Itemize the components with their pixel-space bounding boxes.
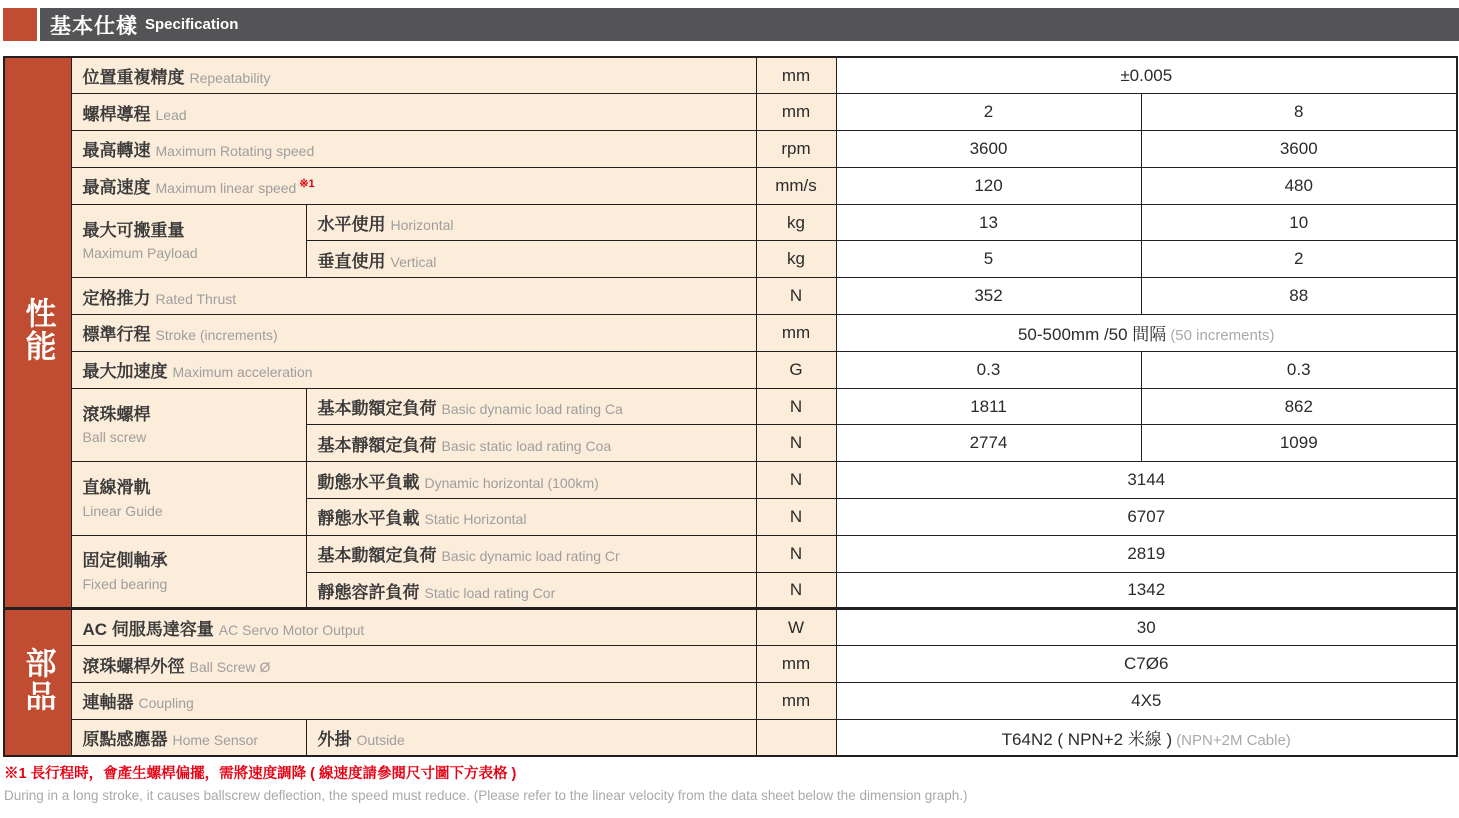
table-row xyxy=(4,167,1457,204)
row-ball-screw-static-label: 基本靜額定負荷 Basic static load rating Coa xyxy=(306,425,756,462)
table-row xyxy=(4,683,1457,720)
row-repeatability-label: 位置重複精度 Repeatability xyxy=(71,57,756,94)
row-ball-screw-static-value-1: 2774 xyxy=(836,425,1141,462)
row-max-linear-label: 最高速度 Maximum linear speed $^{※1}$ xyxy=(71,167,756,204)
row-max-rotating-label: 最高轉速 Maximum Rotating speed xyxy=(71,131,756,168)
row-max-rotating-value-2: 3600 xyxy=(1141,131,1457,168)
table-row xyxy=(4,278,1457,315)
row-max-accel-value-2: 0.3 xyxy=(1141,351,1457,388)
row-lead-label: 螺桿導程 Lead xyxy=(71,94,756,131)
section-parts-label: 部品 xyxy=(20,647,56,714)
row-ball-screw-dynamic-label: 基本動額定負荷 Basic dynamic load rating Ca xyxy=(306,388,756,425)
row-fixed-bearing-static-value: 1342 xyxy=(836,572,1457,609)
row-rated-thrust-label: 定格推力 Rated Thrust xyxy=(71,278,756,315)
row-max-accel-unit: G xyxy=(756,351,836,388)
section-parts xyxy=(4,609,71,756)
table-row xyxy=(4,94,1457,131)
spec-table-container xyxy=(3,56,1458,757)
row-screw-diameter-unit: mm xyxy=(756,646,836,683)
row-repeatability-value: ±0.005 xyxy=(836,57,1457,94)
table-row xyxy=(4,719,1457,756)
row-home-sensor-unit xyxy=(756,719,836,756)
row-payload-horizontal-label: 水平使用 Horizontal xyxy=(306,204,756,241)
table-row xyxy=(4,204,1457,241)
header-bar xyxy=(40,8,1459,41)
row-fixed-bearing-dynamic-label: 基本動額定負荷 Basic dynamic load rating Cr xyxy=(306,535,756,572)
footnote-zh: ※1 長行程時，會產生螺桿偏擺，需將速度調降 ( 線速度請參閱尺寸圖下方表格 ) xyxy=(4,766,517,782)
row-ball-screw-dynamic-value-1: 1811 xyxy=(836,388,1141,425)
table-row xyxy=(4,535,1457,572)
table-row xyxy=(4,57,1457,94)
row-fixed-bearing-label: 固定側軸承 Fixed bearing xyxy=(71,535,306,609)
row-payload-vertical-value-2: 2 xyxy=(1141,241,1457,278)
row-fixed-bearing-dynamic-unit: N xyxy=(756,535,836,572)
row-fixed-bearing-static-unit: N xyxy=(756,572,836,609)
row-max-linear-value-2: 480 xyxy=(1141,167,1457,204)
row-stroke-unit: mm xyxy=(756,315,836,352)
row-coupling-label: 連軸器 Coupling xyxy=(71,683,756,720)
row-ball-screw-dynamic-unit: N xyxy=(756,388,836,425)
row-ball-screw-static-unit: N xyxy=(756,425,836,462)
page-title-zh: 基本仕樣 xyxy=(50,14,138,38)
row-rated-thrust-value-1: 352 xyxy=(836,278,1141,315)
row-lead-value-2: 8 xyxy=(1141,94,1457,131)
row-fixed-bearing-dynamic-value: 2819 xyxy=(836,535,1457,572)
row-ball-screw-dynamic-value-2: 862 xyxy=(1141,388,1457,425)
row-ball-screw-label: 滾珠螺桿 Ball screw xyxy=(71,388,306,462)
spec-table xyxy=(3,56,1458,757)
table-row xyxy=(4,315,1457,352)
row-payload-horizontal-value-1: 13 xyxy=(836,204,1141,241)
row-linear-guide-dynamic-unit: N xyxy=(756,462,836,499)
row-stroke-value: 50-500mm /50 間隔 (50 increments) xyxy=(836,315,1457,352)
row-home-sensor-sublabel: 外掛 Outside xyxy=(306,719,756,756)
row-linear-guide-static-value: 6707 xyxy=(836,499,1457,536)
table-row xyxy=(4,351,1457,388)
row-linear-guide-static-unit: N xyxy=(756,499,836,536)
page-title-en: Specification xyxy=(145,16,239,33)
row-payload-horizontal-unit: kg xyxy=(756,204,836,241)
row-lead-unit: mm xyxy=(756,94,836,131)
table-row xyxy=(4,462,1457,499)
row-rated-thrust-unit: N xyxy=(756,278,836,315)
row-home-sensor-label: 原點感應器 Home Sensor xyxy=(71,719,306,756)
row-coupling-value: 4X5 xyxy=(836,683,1457,720)
row-servo-output-unit: W xyxy=(756,609,836,646)
row-linear-guide-dynamic-label: 動態水平負載 Dynamic horizontal (100km) xyxy=(306,462,756,499)
row-max-accel-label: 最大加速度 Maximum acceleration xyxy=(71,351,756,388)
row-payload-label: 最大可搬重量 Maximum Payload xyxy=(71,204,306,278)
footnote-reference: ※1 xyxy=(299,177,315,190)
row-max-linear-unit: mm/s xyxy=(756,167,836,204)
row-payload-vertical-unit: kg xyxy=(756,241,836,278)
row-linear-guide-static-label: 靜態水平負載 Static Horizontal xyxy=(306,499,756,536)
row-home-sensor-value: T64N2 ( NPN+2 米線 ) (NPN+2M Cable) xyxy=(836,719,1457,756)
row-max-linear-value-1: 120 xyxy=(836,167,1141,204)
accent-square xyxy=(3,8,37,41)
table-row xyxy=(4,646,1457,683)
section-header xyxy=(3,8,1459,41)
row-repeatability-unit: mm xyxy=(756,57,836,94)
row-max-rotating-value-1: 3600 xyxy=(836,131,1141,168)
row-servo-output-label: AC 伺服馬達容量 AC Servo Motor Output xyxy=(71,609,756,646)
table-row xyxy=(4,388,1457,425)
row-screw-diameter-value: C7Ø6 xyxy=(836,646,1457,683)
row-max-accel-value-1: 0.3 xyxy=(836,351,1141,388)
row-rated-thrust-value-2: 88 xyxy=(1141,278,1457,315)
row-payload-vertical-value-1: 5 xyxy=(836,241,1141,278)
row-coupling-unit: mm xyxy=(756,683,836,720)
row-stroke-label: 標準行程 Stroke (increments) xyxy=(71,315,756,352)
row-servo-output-value: 30 xyxy=(836,609,1457,646)
footnote xyxy=(4,764,968,806)
row-ball-screw-static-value-2: 1099 xyxy=(1141,425,1457,462)
table-row xyxy=(4,131,1457,168)
section-performance xyxy=(4,57,71,609)
row-screw-diameter-label: 滾珠螺桿外徑 Ball Screw Ø xyxy=(71,646,756,683)
row-max-rotating-unit: rpm xyxy=(756,131,836,168)
row-payload-vertical-label: 垂直使用 Vertical xyxy=(306,241,756,278)
row-fixed-bearing-static-label: 靜態容許負荷 Static load rating Cor xyxy=(306,572,756,609)
footnote-en: During in a long stroke, it causes ballscrew deflection, the speed must reduce. (Please refer to the linear velocity from the data sheet below the dimension graph.) xyxy=(4,787,968,803)
row-linear-guide-dynamic-value: 3144 xyxy=(836,462,1457,499)
table-row xyxy=(4,609,1457,646)
row-lead-value-1: 2 xyxy=(836,94,1141,131)
row-linear-guide-label: 直線滑軌 Linear Guide xyxy=(71,462,306,536)
row-payload-horizontal-value-2: 10 xyxy=(1141,204,1457,241)
section-performance-label: 性能 xyxy=(20,297,56,364)
